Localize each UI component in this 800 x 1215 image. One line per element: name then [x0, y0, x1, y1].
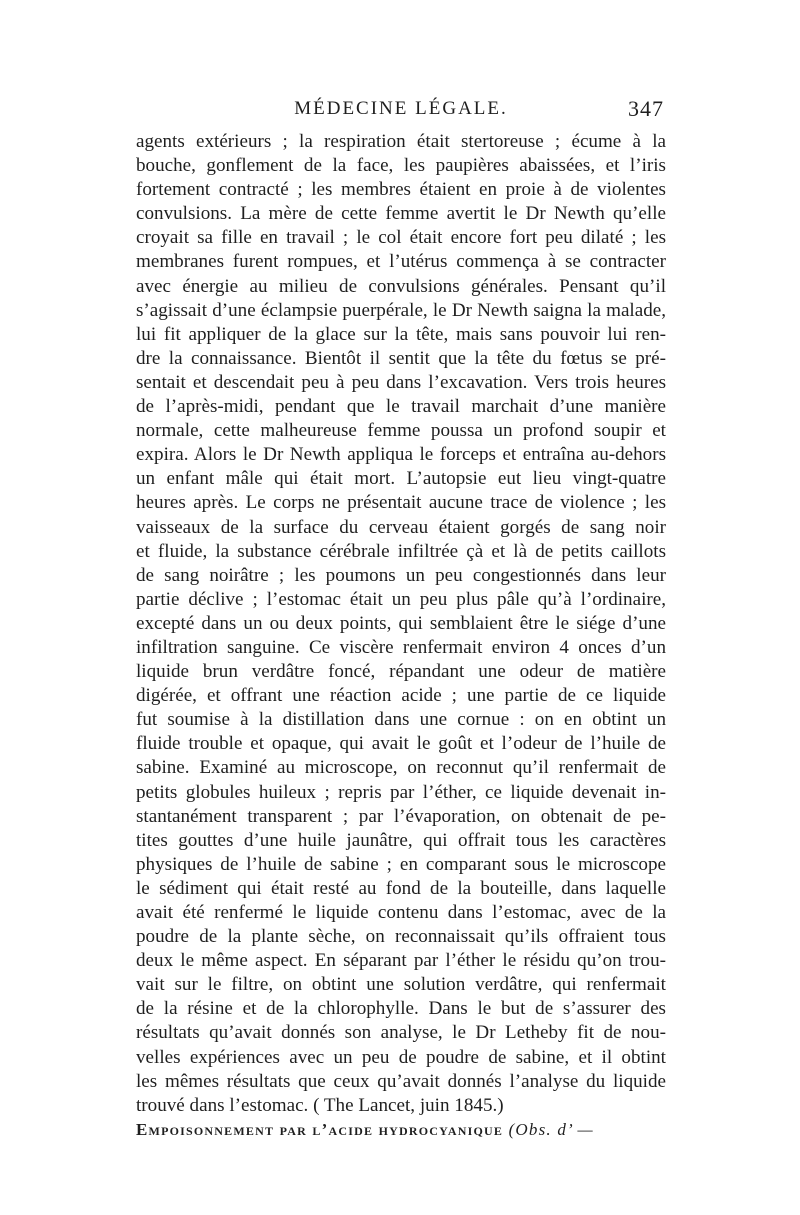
text-line: fut soumise à la distillation dans une cornue : on en obtint un: [136, 709, 666, 731]
section-heading: [136, 1120, 666, 1140]
text-line: deux le même aspect. En séparant par l’éther le résidu qu’on trou-: [136, 950, 666, 972]
text-line: vaisseaux de la surface du cerveau étaient gorgés de sang noir: [136, 516, 666, 538]
text-line: sabine. Examiné au microscope, on reconnut qu’il renfermait de: [136, 757, 666, 779]
text-line: vait sur le filtre, on obtint une solution verdâtre, qui renfermait: [136, 974, 666, 996]
text-line: résultats qu’avait donnés son analyse, le Dr Letheby fit de nou-: [136, 1022, 666, 1044]
text-line: fluide trouble et opaque, qui avait le goût et l’odeur de l’huile de: [136, 733, 666, 755]
text-line: heures après. Le corps ne présentait aucune trace de violence ; les: [136, 492, 666, 514]
text-line: convulsions. La mère de cette femme avertit le Dr Newth qu’elle: [136, 203, 666, 225]
text-line: bouche, gonflement de la face, les paupières abaissées, et l’iris: [136, 155, 666, 177]
text-line: partie déclive ; l’estomac était un peu plus pâle qu’à l’ordinaire,: [136, 588, 666, 610]
text-line: et fluide, la substance cérébrale infiltrée çà et là de petits caillots: [136, 540, 666, 562]
text-line: dre la connaissance. Bientôt il sentit que la tête du fœtus se pré-: [136, 347, 666, 369]
text-line: digérée, et offrant une réaction acide ; une partie de ce liquide: [136, 685, 666, 707]
page-number: 347: [628, 96, 664, 121]
text-line: tites gouttes d’une huile jaunâtre, qui offrait tous les caractères: [136, 829, 666, 851]
text-line: agents extérieurs ; la respiration était stertoreuse ; écume à la: [136, 131, 666, 152]
text-line: normale, cette malheureuse femme poussa un profond soupir et: [136, 420, 666, 442]
text-line: avec énergie au milieu de convulsions générales. Pensant qu’il: [136, 275, 666, 297]
text-line: membranes furent rompues, et l’utérus commença à se contracter: [136, 251, 666, 273]
running-head: [136, 96, 666, 130]
text-line: poudre de la plante sèche, on reconnaissait qu’ils offraient tous: [136, 926, 666, 948]
text-line: liquide brun verdâtre foncé, répandant une odeur de matière: [136, 661, 666, 683]
text-line: excepté dans un ou deux points, qui semblaient être le siége d’une: [136, 612, 666, 634]
text-line: le sédiment qui était resté au fond de la bouteille, dans laquelle: [136, 877, 666, 899]
section-heading-title: Empoisonnement par l’acide hydrocyanique: [136, 1119, 504, 1139]
text-line: velles expériences avec un peu de poudre de sabine, et il obtint: [136, 1046, 666, 1068]
text-line: de sang noirâtre ; les poumons un peu congestionnés dans leur: [136, 564, 666, 586]
text-line: physiques de l’huile de sabine ; en comparant sous le microscope: [136, 853, 666, 875]
text-line: les mêmes résultats que ceux qu’avait donnés l’analyse du liquide: [136, 1070, 666, 1092]
text-line: expira. Alors le Dr Newth appliqua le forceps et entraîna au-dehors: [136, 444, 666, 466]
text-line: un enfant mâle qui était mort. L’autopsie eut lieu vingt-quatre: [136, 468, 666, 490]
text-line: de la résine et de la chlorophylle. Dans le but de s’assurer des: [136, 998, 666, 1020]
text-line: stantanément transparent ; par l’évaporation, on obtenait de pe-: [136, 805, 666, 827]
text-line: lui fit appliquer de la glace sur la tête, mais sans pouvoir lui ren-: [136, 323, 666, 345]
text-line: infiltration sanguine. Ce viscère renfermait environ 4 onces d’un: [136, 636, 666, 658]
text-line: trouvé dans l’estomac. ( The Lancet, juin 1845.): [136, 1094, 504, 1116]
text-line: croyait sa fille en travail ; le col était encore fort peu dilaté ; les: [136, 227, 666, 249]
text-line: sentait et descendait peu à peu dans l’excavation. Vers trois heures: [136, 371, 666, 393]
text-line: s’agissait d’une éclampsie puerpérale, le Dr Newth saigna la malade,: [136, 299, 666, 321]
section-heading-continuation: (Obs. d’ —: [508, 1119, 594, 1139]
text-line: petits globules huileux ; repris par l’éther, ce liquide devenait in-: [136, 781, 666, 803]
body-text: [136, 130, 666, 1118]
text-line: fortement contracté ; les membres étaient en proie à de violentes: [136, 179, 666, 201]
book-page: [136, 96, 666, 1140]
text-line: de l’après-midi, pendant que le travail marchait d’une manière: [136, 396, 666, 418]
running-title: MÉDECINE LÉGALE.: [294, 98, 508, 119]
text-line: avait été renfermé le liquide contenu dans l’estomac, avec de la: [136, 902, 666, 923]
